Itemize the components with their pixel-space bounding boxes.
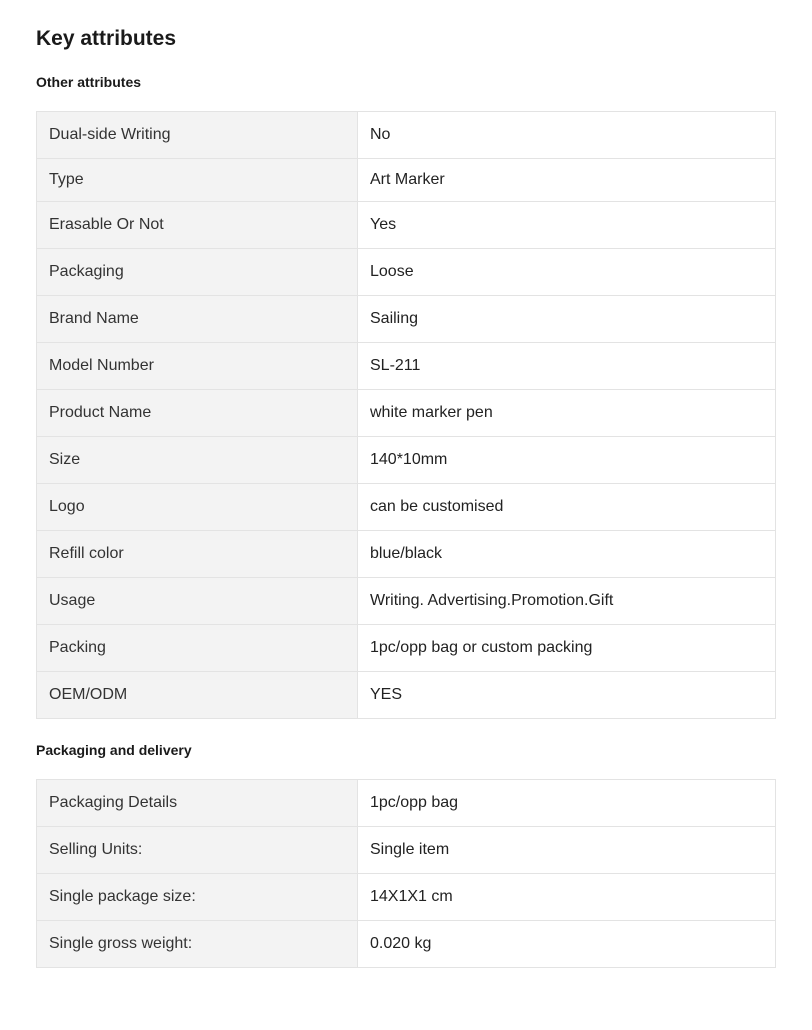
attribute-value: 1pc/opp bag xyxy=(358,780,776,827)
table-row xyxy=(37,578,776,625)
attribute-value: blue/black xyxy=(358,531,776,578)
attribute-value: white marker pen xyxy=(358,390,776,437)
page-title: Key attributes xyxy=(36,27,177,50)
attribute-name: Single package size: xyxy=(37,874,358,921)
attribute-name: Packaging Details xyxy=(37,780,358,827)
attribute-value: Loose xyxy=(358,249,776,296)
attribute-name: Brand Name xyxy=(37,296,358,343)
attribute-name: Single gross weight: xyxy=(37,921,358,968)
attribute-value: 14X1X1 cm xyxy=(358,874,776,921)
attribute-name: Usage xyxy=(37,578,358,625)
table-row xyxy=(37,827,776,874)
other-attributes-table xyxy=(36,111,776,719)
section-title-other-attributes: Other attributes xyxy=(36,74,142,90)
attribute-value: Sailing xyxy=(358,296,776,343)
attribute-value: can be customised xyxy=(358,484,776,531)
attribute-value: Yes xyxy=(358,202,776,249)
attribute-name: Packaging xyxy=(37,249,358,296)
attribute-name: Packing xyxy=(37,625,358,672)
attribute-name: Type xyxy=(37,159,358,202)
table-row xyxy=(37,159,776,202)
table-row xyxy=(37,437,776,484)
attribute-name: Size xyxy=(37,437,358,484)
attribute-value: 0.020 kg xyxy=(358,921,776,968)
attribute-name: Product Name xyxy=(37,390,358,437)
table-row xyxy=(37,672,776,719)
table-row xyxy=(37,296,776,343)
table-row xyxy=(37,921,776,968)
table-row xyxy=(37,343,776,390)
table-row xyxy=(37,390,776,437)
attribute-name: Erasable Or Not xyxy=(37,202,358,249)
table-row xyxy=(37,202,776,249)
table-row xyxy=(37,112,776,159)
table-row xyxy=(37,780,776,827)
attribute-value: Art Marker xyxy=(358,159,776,202)
attribute-name: Refill color xyxy=(37,531,358,578)
table-row xyxy=(37,484,776,531)
table-row xyxy=(37,874,776,921)
section-title-packaging-delivery: Packaging and delivery xyxy=(36,742,192,758)
table-row xyxy=(37,249,776,296)
attribute-value: No xyxy=(358,112,776,159)
attribute-value: Writing. Advertising.Promotion.Gift xyxy=(358,578,776,625)
attribute-value: YES xyxy=(358,672,776,719)
attribute-name: OEM/ODM xyxy=(37,672,358,719)
attribute-name: Model Number xyxy=(37,343,358,390)
attribute-name: Selling Units: xyxy=(37,827,358,874)
attribute-value: Single item xyxy=(358,827,776,874)
table-row xyxy=(37,531,776,578)
attribute-name: Logo xyxy=(37,484,358,531)
attribute-value: 140*10mm xyxy=(358,437,776,484)
packaging-delivery-table xyxy=(36,779,776,968)
attribute-value: SL-211 xyxy=(358,343,776,390)
attribute-value: 1pc/opp bag or custom packing xyxy=(358,625,776,672)
attribute-name: Dual-side Writing xyxy=(37,112,358,159)
table-row xyxy=(37,625,776,672)
